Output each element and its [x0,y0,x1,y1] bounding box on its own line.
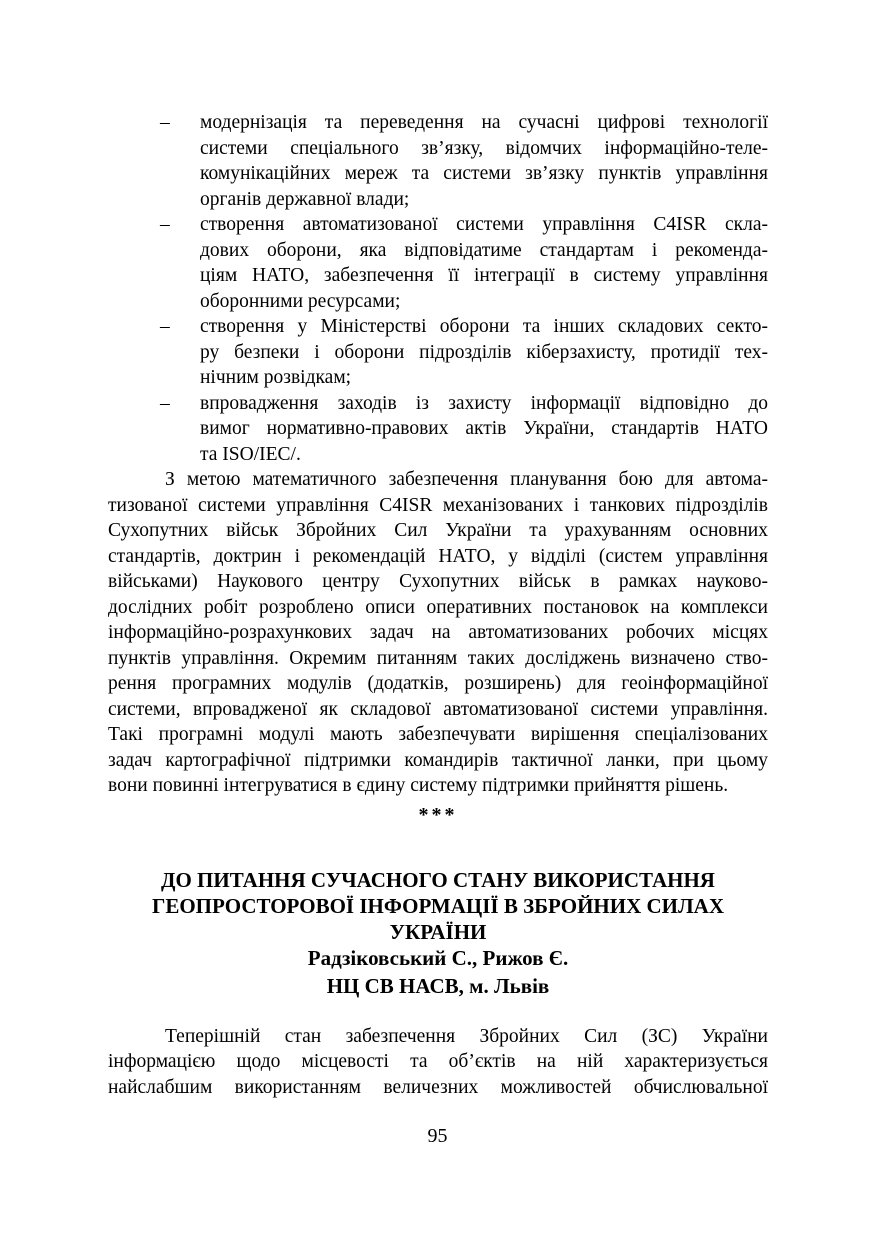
body-paragraph [108,1024,768,1101]
article-affiliation: НЦ СВ НАСВ, м. Львів [326,973,550,998]
text-line: військами) Наукового центру Сухопутних військ в рамках науково- [108,571,768,592]
text-line: ру безпеки і оборони підрозділів кіберзахисту, протидії тех- [200,341,768,363]
bullet-item [108,391,768,468]
text-line: дослідних робіт розроблено описи оперативних постановок на комплекси [108,596,768,618]
text-line: комунікаційних мереж та системи зв’язку пунктів управління [200,163,768,184]
text-line: ГЕОПРОСТОРОВОЇ ІНФОРМАЦІЇ В ЗБРОЙНИХ СИЛАХ [151,893,724,918]
text-line: дових оборони, яка відповідатиме стандартам і рекоменда- [200,239,768,261]
text-line: З метою математичного забезпечення планування бою для автома- [165,469,768,490]
text-line: ДО ПИТАННЯ СУЧАСНОГО СТАНУ ВИКОРИСТАННЯ [161,867,715,892]
text-line: рення програмних модулів (додатків, розширень) для геоінформаційної [108,673,768,694]
bullet-text [200,314,768,391]
text-line: вони повинні інтегруватися в єдину систему підтримки прийняття рішень. [108,775,729,796]
bullet-item [108,110,768,212]
bullet-marker: – [160,392,170,414]
text-line: системи спеціального зв’язку, відомчих інформаційно-теле- [200,137,768,159]
bullet-text [200,110,768,212]
text-line: вимог нормативно-правових актів України, стандартів НАТО [200,418,768,439]
text-line: Такі програмні модулі мають забезпечувати вирішення спеціалізованих [108,724,768,745]
text-line: інформацією щодо місцевості та об’єктів на ній характеризується [108,1051,768,1072]
text-line: та ISO/IEC/. [200,443,301,465]
body-paragraph [108,467,768,799]
text-line: ціям НАТО, забезпечення її інтеграції в систему управління [200,265,768,286]
text-block [108,110,768,1100]
bullet-text [200,391,768,468]
text-line: найслабшим використанням величезних можливостей обчислювальної [108,1076,768,1098]
bullet-text [200,212,768,314]
text-line: задач картографічної підтримки командирів тактичної ланки, при цьому [108,749,768,771]
text-line: Теперішній стан забезпечення Збройних Сил (ЗС) України [165,1025,768,1047]
text-line: оборонними ресурсами; [200,290,401,312]
text-line: стандартів, доктрин і рекомендацій НАТО, у відділі (систем управління [108,545,768,567]
bullet-marker: – [160,112,170,133]
bullet-item [108,212,768,314]
bullet-marker: – [160,316,170,337]
article-title [108,866,768,944]
text-line: створення у Міністерстві оборони та інших складових секто- [200,316,768,337]
text-line: органів державної влади; [200,188,410,210]
text-line: створення автоматизованої системи управління C4ISR скла- [200,214,768,235]
text-line: модернізація та переведення на сучасні цифрові технології [200,112,768,133]
text-line: інформаційно-розрахункових задач на автоматизованих робочих місцях [108,622,768,643]
text-line: Сухопутних військ Збройних Сил України та урахуванням основних [108,520,768,541]
bullet-marker: – [160,214,170,235]
bullet-item [108,314,768,391]
text-line: системи, впровадженої як складової автоматизованої системи управління. [108,698,768,720]
text-line: впровадження заходів із захисту інформації відповідно до [200,392,768,414]
page-number: 95 [427,1125,448,1147]
section-separator: *** [418,803,458,826]
text-line: пунктів управління. Окремим питанням таких досліджень визначено ство- [108,647,768,669]
text-line: УКРАЇНИ [389,919,487,944]
article-authors: Радзіковський С., Рижов Є. [307,945,569,970]
text-line: тизованої системи управління C4ISR механізованих і танкових підрозділів [108,494,768,516]
text-line: нічним розвідкам; [200,367,352,388]
